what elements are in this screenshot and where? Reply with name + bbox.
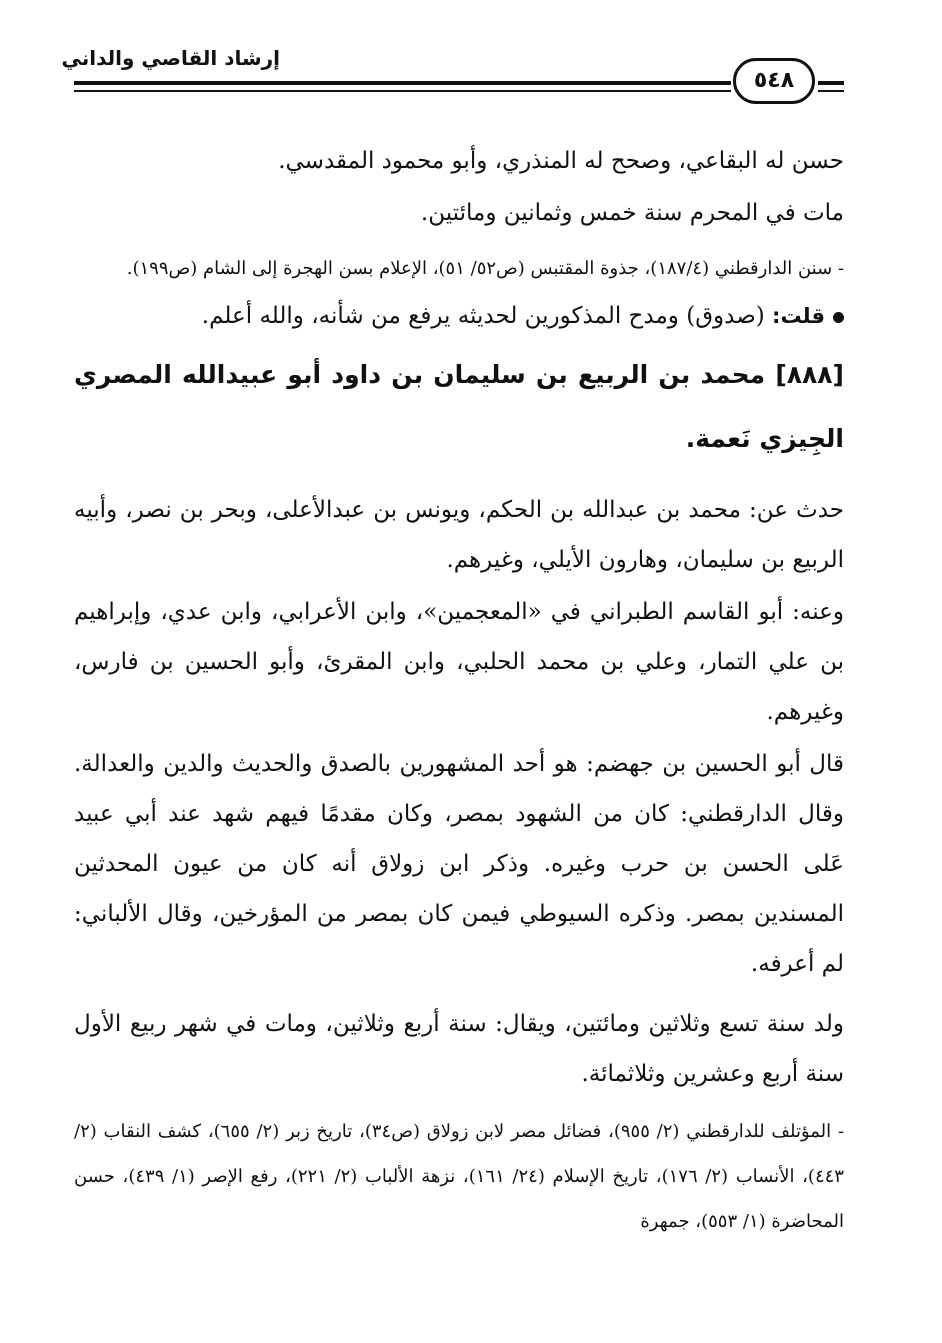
paragraph-teachers: حدث عن: محمد بن عبدالله بن الحكم، ويونس بن عبدالأعلى، وبحر بن نصر، وأبيه الربيع بن سليمان، وهارون الأيلي، وغيرهم. [74,497,844,573]
header-rule-thin [74,90,731,92]
paragraph-verdict [74,291,844,341]
footnote-sources-2: - المؤتلف للدارقطني (٢/ ٩٥٥)، فضائل مصر لابن زولاق (ص٣٤)، تاريخ زبر (٢/ ٦٥٥)، كشف النقاب (٢/ ٤٤٣)، الأنساب (٢/ ١٧٦)، تاريخ الإسلام (٢٤/ ١٦١)، نزهة الألباب (٢/ ٢٢١)، رفع الإصر (١/ ٤٣٩)، حسن المحاضرة (١/ ٥٥٣)، جمهرة [74,1121,845,1232]
running-header-title: إرشاد القاصي والداني [61,46,280,70]
entry-number: [٨٨٨] [775,360,844,389]
paragraph-birth-death: ولد سنة تسع وثلاثين ومائتين، ويقال: سنة أربع وثلاثين، ومات في شهر ربيع الأول سنة أربع وعشرين وثلاثمائة. [74,1011,844,1087]
header-rule-thick [74,81,731,85]
paragraph-assessments: قال أبو الحسين بن جهضم: هو أحد المشهورين بالصدق والحديث والدين والعدالة. وقال الدارقطني: كان من الشهود بمصر، وكان مقدمًا فيهم شهد عند أبي عبيد عَلى الحسن بن حرب وغيره. وذكر ابن زولاق أنه كان من عيون المحدثين المسندين بمصر. وذكره السيوطي فيمن كان بمصر من المؤرخين، وقال الألباني: لم أعرفه. [74,751,844,977]
bullet-icon [833,312,844,323]
entry-heading [74,343,844,471]
header-rule-tail-thick [818,81,844,85]
paragraph-death-date: مات في المحرم سنة خمس وثمانين ومائتين. [420,200,844,226]
paragraph-students: وعنه: أبو القاسم الطبراني في «المعجمين»، وابن الأعرابي، وابن عدي، وإبراهيم بن علي التمار، وعلي بن محمد الحلبي، وابن المقرئ، وأبو الحسين بن فارس، وغيرهم. [74,599,844,725]
page-number: ٥٤٨ [753,68,795,93]
verdict-text: (صدوق) ومدح المذكورين لحديثه يرفع من شأنه، والله أعلم. [201,303,765,329]
header-rule-tail-thin [818,90,844,92]
footnote-sources-1: - سنن الدارقطني (١٨٧/٤)، جذوة المقتبس (ص٥٢/ ٥١)، الإعلام بسن الهجرة إلى الشام (ص١٩٩). [126,258,844,279]
entry-name: محمد بن الربيع بن سليمان بن داود أبو عبيدالله المصري الجِيزي نَعمة. [74,360,844,453]
paragraph-grading: حسن له البقاعي، وصحح له المنذري، وأبو محمود المقدسي. [278,148,844,174]
verdict-lead: قلت: [772,304,825,328]
page-body [74,136,844,1244]
page-number-badge [733,58,815,104]
